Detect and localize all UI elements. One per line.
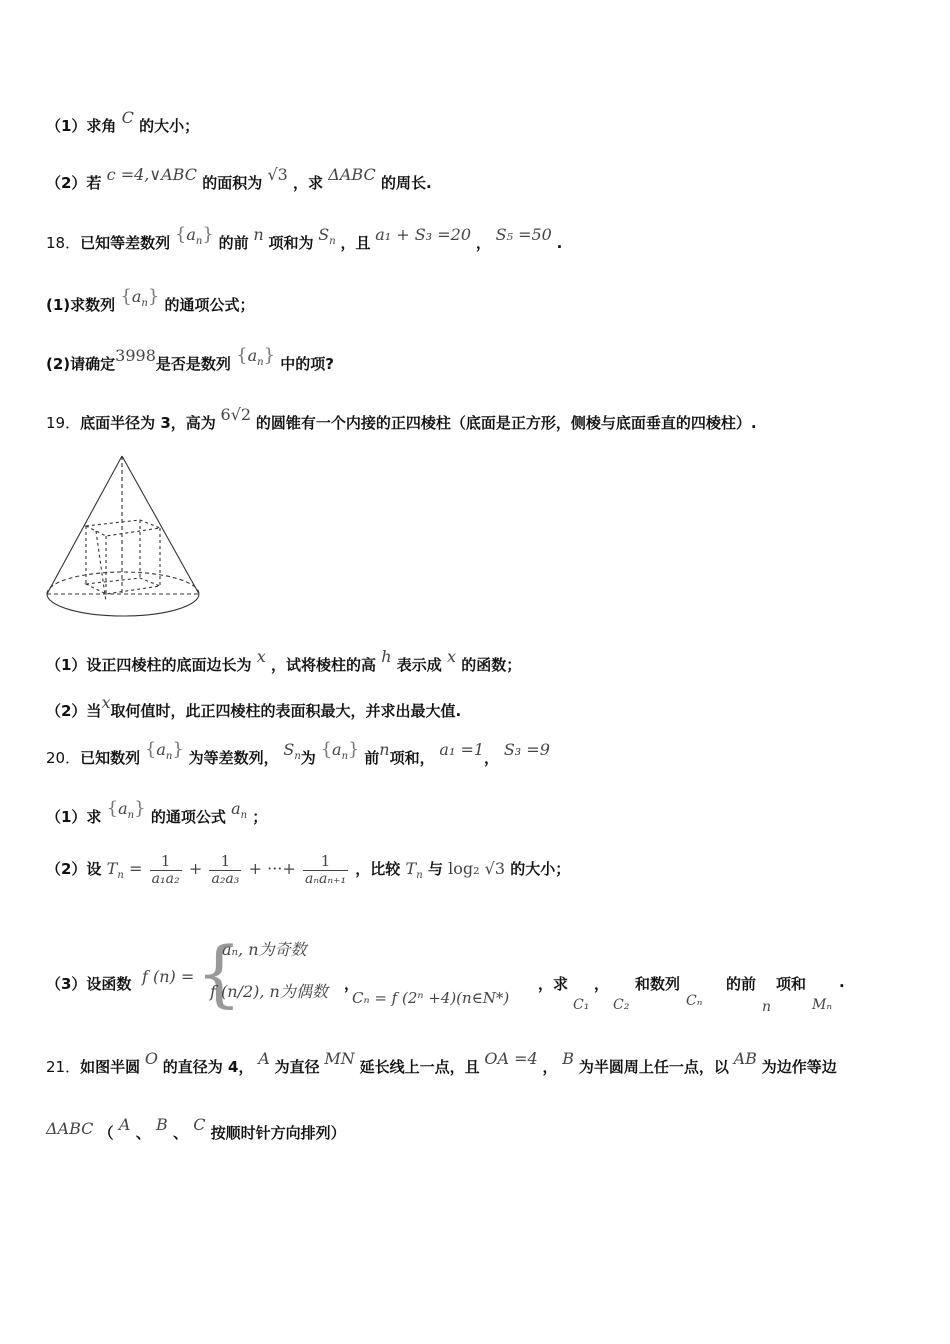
q20-part2: （2）设 $T_n$ = $\frac{1}{\text{a₁a₂}}$ + $\frac{1}{\text{a₂a₃}}$ + ···+ $\frac{1}{\text{aₙaₙ₊₁}}$ ，比较 $T_n$ 与 log₂ √3 的大小； — [46, 852, 571, 887]
q20-stem: 20．已知数列 $\{a^n\}$ 为等差数列， $S^n$为 $\{a^n\}$ 前n项和， a₁ =1， S₃ =9 — [46, 739, 550, 767]
q19-part2: （2）当x取何值时，此正四棱柱的表面积最大，并求出最大值. — [46, 693, 462, 720]
var-c: C — [121, 108, 134, 127]
cone-right-edge — [122, 456, 199, 594]
cone-base-back — [47, 572, 199, 594]
q19-part1: （1）设正四棱柱的底面边长为 x ，试将棱柱的高 h 表示成 x 的函数； — [46, 647, 522, 674]
q21-order-note: ΔABC （ A 、 B 、 C 按顺时针方向排列） — [46, 1115, 346, 1142]
q18-part1: (1)求数列 $\{a^n\}$ 的通项公式； — [46, 286, 255, 314]
prism-edges — [86, 520, 160, 602]
q18-part2: (2)请确定3998是否是数列 $\{a^n\}$ 中的项? — [46, 345, 334, 373]
q17-part2: （2）若 c =4,∨ABC 的面积为 √3 ，求 ΔABC 的周长. — [46, 165, 432, 192]
q19-stem: 19．底面半径为 3，高为 6√2 的圆锥有一个内接的正四棱柱（底面是正方形，侧棱与底面垂直的四棱柱）. — [46, 405, 757, 432]
cone-figure — [44, 450, 204, 618]
q17-part1: （1）求角 C 的大小； — [46, 108, 200, 135]
q18-stem: 18．已知等差数列 $\{a^n\}$ 的前 n 项和为 $S^n$ ，且 a₁ + S₃ =20 ， S₅ =50 . — [46, 224, 563, 252]
cone-left-edge — [47, 456, 122, 594]
cone-base-front — [47, 594, 199, 616]
piecewise-brace: { — [196, 931, 242, 1015]
q21-stem: 21．如图半圆 O 的直径为 4， A 为直径 MN 延长线上一点，且 OA =4 ， B 为半圆周上任一点，以 AB 为边作等边 — [46, 1049, 837, 1076]
q20-part1: （1）求 $\{a^n\}$ 的通项公式 $a^n$ ； — [46, 798, 268, 826]
